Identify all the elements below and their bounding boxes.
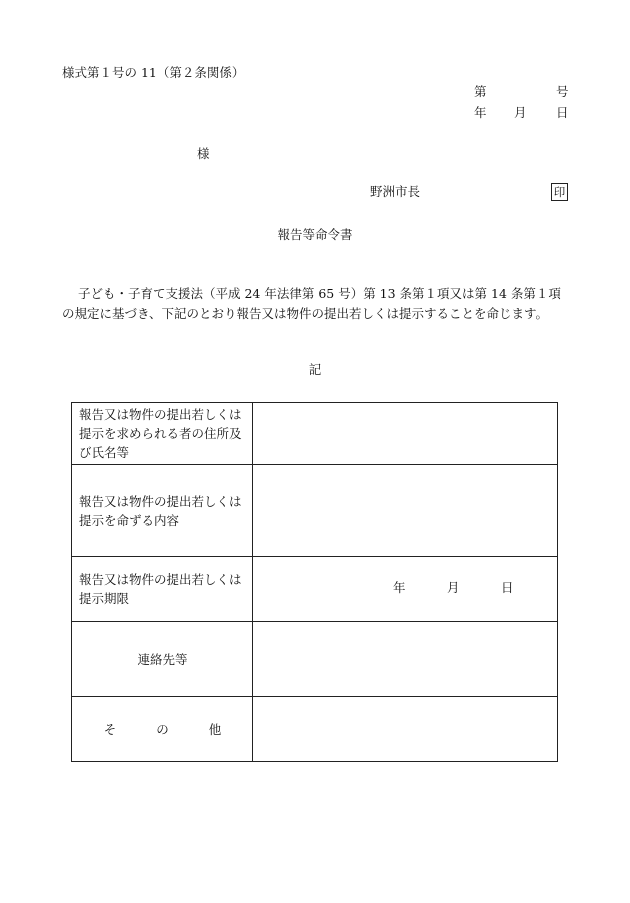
document-number-suffix: 号 <box>556 84 569 99</box>
body-text-line-2: の規定に基づき、下記のとおり報告又は物件の提出若しくは提示することを命じます。 <box>62 306 549 321</box>
document-title: 報告等命令書 <box>277 227 353 242</box>
document-number-field <box>472 86 572 100</box>
form-number-label: 様式第１号の 11（第２条関係） <box>62 65 245 80</box>
row-value-other[interactable] <box>253 697 558 762</box>
row-value-content[interactable] <box>253 465 558 557</box>
issue-date-field <box>472 107 572 121</box>
row-label-content: 報告又は物件の提出若しくは提示を命ずる内容 <box>72 465 253 557</box>
issuer-name: 野洲市長 <box>370 184 421 199</box>
table-row <box>72 622 558 697</box>
issue-date-month: 月 <box>514 105 527 120</box>
record-table <box>71 402 558 762</box>
row-label-subject: 報告又は物件の提出若しくは提示を求められる者の住所及び氏名等 <box>72 403 253 465</box>
row-value-contact[interactable] <box>253 622 558 697</box>
ki-heading: 記 <box>308 362 322 377</box>
row-label-other <box>72 697 253 762</box>
seal-mark: 印 <box>551 183 568 201</box>
deadline-year: 年 <box>393 580 406 595</box>
table-row <box>72 697 558 762</box>
row-label-contact: 連絡先等 <box>72 622 253 697</box>
row-label-deadline: 報告又は物件の提出若しくは提示期限 <box>72 557 253 622</box>
table-row <box>72 403 558 465</box>
row-value-deadline[interactable] <box>253 557 558 622</box>
body-text-line-1: 子ども・子育て支援法（平成 24 年法律第 65 号）第 13 条第１項又は第 14 条第１項 <box>78 286 561 301</box>
issue-date-year: 年 <box>474 105 487 120</box>
table-row <box>72 557 558 622</box>
row-label-other-text: そ の 他 <box>103 721 240 737</box>
document-number-prefix: 第 <box>474 84 487 99</box>
row-value-subject[interactable] <box>253 403 558 465</box>
deadline-date-fields <box>253 582 557 596</box>
deadline-day: 日 <box>501 580 514 595</box>
issue-date-day: 日 <box>556 105 569 120</box>
deadline-month: 月 <box>447 580 460 595</box>
addressee-honorific: 様 <box>197 146 210 161</box>
table-row <box>72 465 558 557</box>
